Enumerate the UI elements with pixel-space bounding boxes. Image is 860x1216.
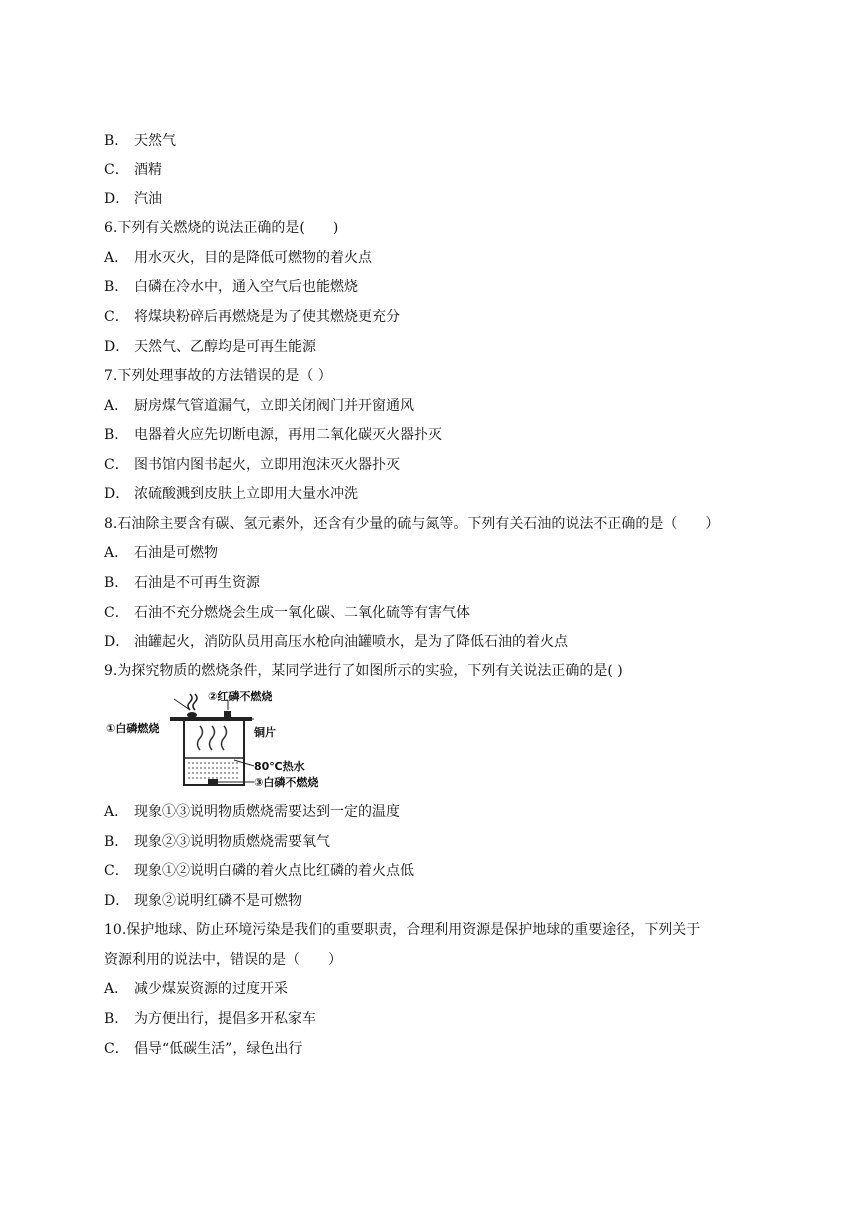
heat-wave bbox=[198, 726, 203, 750]
q9-option-c bbox=[104, 861, 414, 881]
option-text: 酒精 bbox=[134, 162, 162, 178]
copper-sheet bbox=[170, 717, 252, 721]
option-text: 用水灭火，目的是降低可燃物的着火点 bbox=[134, 250, 372, 266]
q10-stem-line2: 资源利用的说法中，错误的是（ ） bbox=[104, 952, 342, 968]
option-letter: C． bbox=[104, 1041, 129, 1057]
q5-option-d bbox=[104, 189, 162, 209]
q6-option-b bbox=[104, 277, 358, 297]
option-text: 将煤块粉碎后再燃烧是为了使其燃烧更充分 bbox=[134, 309, 400, 325]
q10-stem-line1: 10.保护地球、防止环境污染是我们的重要职责，合理利用资源是保护地球的重要途径，下列关于 bbox=[104, 922, 701, 938]
option-letter: D． bbox=[104, 486, 130, 502]
q8-option-c bbox=[104, 603, 470, 623]
q6-option-d bbox=[104, 337, 316, 357]
option-letter: D． bbox=[104, 893, 130, 909]
q9-option-d bbox=[104, 891, 302, 911]
label-copper-sheet: 铜片 bbox=[254, 726, 276, 739]
option-letter: D． bbox=[104, 634, 130, 650]
option-letter: C． bbox=[104, 162, 129, 178]
q7-option-d bbox=[104, 484, 358, 504]
option-text: 石油是不可再生资源 bbox=[134, 575, 260, 591]
combustion-experiment-diagram bbox=[104, 688, 344, 796]
heat-wave bbox=[222, 726, 227, 750]
option-letter: C． bbox=[104, 863, 129, 879]
q9-option-a bbox=[104, 802, 400, 822]
option-text: 厨房煤气管道漏气，立即关闭阀门并开窗通风 bbox=[134, 398, 414, 414]
option-letter: A． bbox=[104, 804, 129, 820]
red-phosphorus-lump bbox=[224, 711, 231, 717]
option-letter: A． bbox=[104, 545, 129, 561]
q10-option-b bbox=[104, 1009, 316, 1029]
q8-option-d bbox=[104, 632, 568, 652]
option-letter: A． bbox=[104, 250, 129, 266]
option-text: 汽油 bbox=[134, 191, 162, 207]
heat-wave bbox=[210, 726, 215, 750]
option-text: 图书馆内图书起火，立即用泡沫灭火器扑灭 bbox=[134, 457, 400, 473]
option-letter: A． bbox=[104, 398, 129, 414]
q8-option-a bbox=[104, 543, 218, 563]
q10-option-a bbox=[104, 979, 288, 999]
q5-option-c bbox=[104, 160, 162, 180]
submerged-white-phosphorus bbox=[208, 779, 218, 784]
q5-option-b bbox=[104, 131, 176, 151]
q6-stem: 6.下列有关燃烧的说法正确的是( ) bbox=[104, 220, 339, 236]
option-text: 天然气、乙醇均是可再生能源 bbox=[134, 339, 316, 355]
option-letter: B． bbox=[104, 834, 129, 850]
option-text: 油罐起火，消防队员用高压水枪向油罐喷水，是为了降低石油的着火点 bbox=[134, 634, 568, 650]
option-letter: B． bbox=[104, 1011, 129, 1027]
water-texture bbox=[188, 763, 240, 778]
q7-stem: 7.下列处理事故的方法错误的是（ ） bbox=[104, 368, 332, 384]
option-text: 减少煤炭资源的过度开采 bbox=[134, 981, 288, 997]
q10-option-c bbox=[104, 1039, 302, 1059]
q9-option-b bbox=[104, 832, 330, 852]
option-letter: D． bbox=[104, 339, 130, 355]
option-text: 石油不充分燃烧会生成一氧化碳、二氧化硫等有害气体 bbox=[134, 605, 470, 621]
option-letter: B． bbox=[104, 133, 129, 149]
option-text: 浓硫酸溅到皮肤上立即用大量水冲洗 bbox=[134, 486, 358, 502]
label-hot-water: 80℃热水 bbox=[254, 760, 305, 773]
label-red-phosphorus-no-burn: ②红磷不燃烧 bbox=[208, 690, 273, 703]
q8-stem: 8.石油除主要含有碳、氢元素外，还含有少量的硫与氮等。下列有关石油的说法不正确的是（ ） bbox=[104, 516, 720, 532]
q7-option-b bbox=[104, 425, 442, 445]
option-text: 石油是可燃物 bbox=[134, 545, 218, 561]
option-letter: C． bbox=[104, 605, 129, 621]
q9-stem: 9.为探究物质的燃烧条件，某同学进行了如图所示的实验，下列有关说法正确的是( ) bbox=[104, 663, 623, 679]
option-letter: C． bbox=[104, 457, 129, 473]
option-text: 现象②③说明物质燃烧需要氧气 bbox=[134, 834, 330, 850]
option-text: 天然气 bbox=[134, 133, 176, 149]
option-letter: D． bbox=[104, 191, 130, 207]
option-text: 为方便出行，提倡多开私家车 bbox=[134, 1011, 316, 1027]
q6-option-c bbox=[104, 307, 400, 327]
option-letter: B． bbox=[104, 427, 129, 443]
option-text: 现象①③说明物质燃烧需要达到一定的温度 bbox=[134, 804, 400, 820]
q7-option-a bbox=[104, 396, 414, 416]
option-text: 电器着火应先切断电源，再用二氧化碳灭火器扑灭 bbox=[134, 427, 442, 443]
q6-option-a bbox=[104, 248, 372, 268]
label-white-phosphorus-burns: ①白磷燃烧 bbox=[106, 722, 160, 735]
option-letter: B． bbox=[104, 279, 129, 295]
option-letter: A． bbox=[104, 981, 129, 997]
option-text: 现象②说明红磷不是可燃物 bbox=[134, 893, 302, 909]
label-white-phosphorus-in-water: ③白磷不燃烧 bbox=[254, 776, 319, 789]
option-text: 白磷在冷水中，通入空气后也能燃烧 bbox=[134, 279, 358, 295]
option-letter: C． bbox=[104, 309, 129, 325]
option-letter: B． bbox=[104, 575, 129, 591]
smoke-curl bbox=[193, 694, 197, 710]
option-text: 倡导“低碳生活”，绿色出行 bbox=[134, 1041, 303, 1057]
option-text: 现象①②说明白磷的着火点比红磷的着火点低 bbox=[134, 863, 414, 879]
q7-option-c bbox=[104, 455, 400, 475]
q8-option-b bbox=[104, 573, 260, 593]
smoke-curl bbox=[188, 694, 192, 710]
